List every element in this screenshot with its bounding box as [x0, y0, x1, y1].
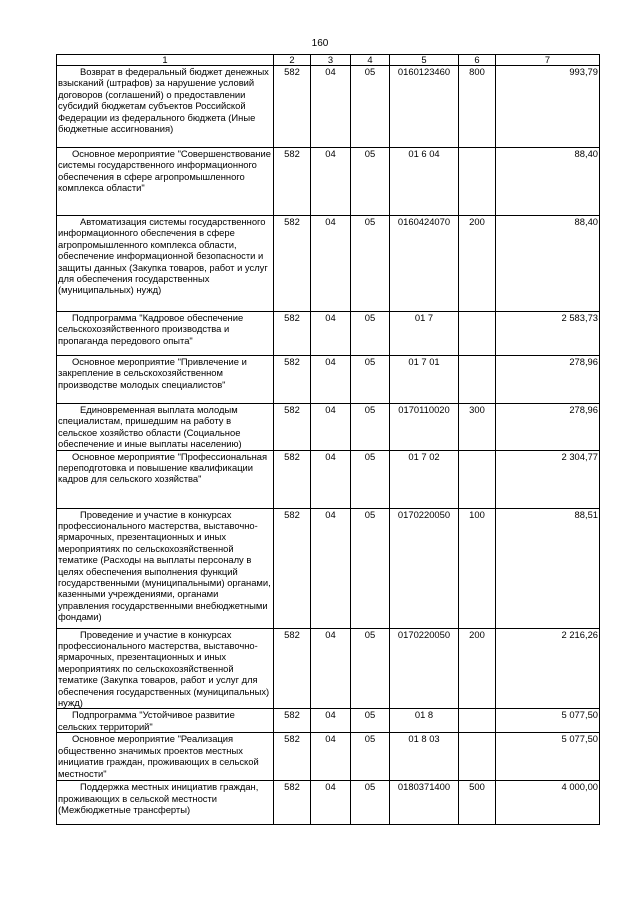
row-vr-cell: [459, 733, 496, 781]
row-name-text: Основное мероприятие "Привлечение и закрепление в сельскохозяйственном производстве молодых специалистов": [58, 356, 247, 390]
row-sum-cell: 88,51: [496, 508, 600, 628]
row-ved-cell: 582: [274, 216, 311, 312]
row-sum-cell: 5 077,50: [496, 709, 600, 733]
page-number: 160: [311, 38, 329, 49]
row-name-cell: [57, 450, 274, 508]
row-pr-cell: 05: [351, 508, 390, 628]
row-sum-cell: 2 583,73: [496, 312, 600, 356]
row-pr-cell: 05: [351, 709, 390, 733]
row-name-text: Проведение и участие в конкурсах профессионального мастерства, выставочно-ярмарочных, презентационных и иных мероприятиях по сельскохозяйственной тематике (Закупка товаров, работ и услуг для обеспечения государственных (муниципальных) нужд): [58, 628, 270, 709]
row-vr-cell: 200: [459, 216, 496, 312]
row-pr-cell: 05: [351, 781, 390, 825]
row-pr-cell: 05: [351, 733, 390, 781]
row-name-text: Возврат в федеральный бюджет денежных взысканий (штрафов) за нарушение условий договоров (соглашений) о предоставлении субсидий бюджетам субъектов Российской Федерации из федерального бюджета (Иные бюджетные ассигнования): [58, 66, 269, 135]
col-header-7: 7: [496, 55, 600, 66]
row-ved-cell: 582: [274, 312, 311, 356]
row-rz-cell: 04: [311, 148, 351, 216]
row-ved-cell: 582: [274, 404, 311, 451]
row-name-cell: [57, 781, 274, 825]
row-pr-cell: 05: [351, 628, 390, 709]
row-name-text: Поддержка местных инициатив граждан, проживающих в сельской местности (Межбюджетные трансферты): [58, 781, 259, 816]
row-name-cell: [57, 733, 274, 781]
table-row: [57, 312, 600, 356]
row-sum-cell: 278,96: [496, 404, 600, 451]
row-pr-cell: 05: [351, 404, 390, 451]
row-ved-cell: 582: [274, 781, 311, 825]
row-csr-cell: 01 7 01: [390, 356, 459, 404]
row-name-cell: [57, 404, 274, 451]
row-ved-cell: 582: [274, 508, 311, 628]
row-rz-cell: 04: [311, 404, 351, 451]
row-csr-cell: 01 6 04: [390, 148, 459, 216]
row-name-cell: [57, 508, 274, 628]
row-csr-cell: 01 7: [390, 312, 459, 356]
row-vr-cell: 300: [459, 404, 496, 451]
row-rz-cell: 04: [311, 356, 351, 404]
row-csr-cell: 01 8 03: [390, 733, 459, 781]
row-sum-cell: 5 077,50: [496, 733, 600, 781]
row-rz-cell: 04: [311, 66, 351, 148]
row-name-cell: [57, 356, 274, 404]
row-pr-cell: 05: [351, 66, 390, 148]
row-name-cell: [57, 66, 274, 148]
table-row: [57, 450, 600, 508]
row-rz-cell: 04: [311, 450, 351, 508]
row-csr-cell: 0160424070: [390, 216, 459, 312]
row-name-text: Основное мероприятие "Совершенствование системы государственного информационного обеспечения в сфере агропромышленного комплекса области": [58, 148, 271, 194]
row-pr-cell: 05: [351, 216, 390, 312]
row-name-cell: [57, 216, 274, 312]
row-rz-cell: 04: [311, 216, 351, 312]
table-row: [57, 66, 600, 148]
row-ved-cell: 582: [274, 628, 311, 709]
row-csr-cell: 01 7 02: [390, 450, 459, 508]
row-ved-cell: 582: [274, 709, 311, 733]
row-pr-cell: 05: [351, 312, 390, 356]
table-row: [57, 781, 600, 825]
row-ved-cell: 582: [274, 450, 311, 508]
row-csr-cell: 0180371400: [390, 781, 459, 825]
row-rz-cell: 04: [311, 312, 351, 356]
header-row: [57, 55, 600, 66]
row-sum-cell: 278,96: [496, 356, 600, 404]
row-sum-cell: 2 304,77: [496, 450, 600, 508]
row-ved-cell: 582: [274, 356, 311, 404]
row-name-cell: [57, 312, 274, 356]
row-vr-cell: [459, 356, 496, 404]
row-rz-cell: 04: [311, 709, 351, 733]
table-row: [57, 709, 600, 733]
row-vr-cell: 100: [459, 508, 496, 628]
row-ved-cell: 582: [274, 148, 311, 216]
row-name-text: Подпрограмма "Устойчивое развитие сельских территорий": [58, 709, 235, 732]
row-name-cell: [57, 709, 274, 733]
row-vr-cell: 200: [459, 628, 496, 709]
row-csr-cell: 0170220050: [390, 628, 459, 709]
budget-table: [56, 54, 600, 825]
row-pr-cell: 05: [351, 356, 390, 404]
row-sum-cell: 993,79: [496, 66, 600, 148]
row-csr-cell: 0170220050: [390, 508, 459, 628]
col-header-6: 6: [459, 55, 496, 66]
table-row: [57, 216, 600, 312]
col-header-3: 3: [311, 55, 351, 66]
row-name-text: Проведение и участие в конкурсах профессионального мастерства, выставочно-ярмарочных, презентационных и иных мероприятиях по сельскохозяйственной тематике (Расходы на выплаты персоналу в целях обеспечения выполнения функций государственными (муниципальными) органами, казенными учреждениями, органами управления государственными внебюджетными фондами): [58, 508, 271, 623]
table-row: [57, 148, 600, 216]
row-sum-cell: 4 000,00: [496, 781, 600, 825]
row-csr-cell: 01 8: [390, 709, 459, 733]
table-row: [57, 404, 600, 451]
col-header-1: 1: [57, 55, 274, 66]
row-pr-cell: 05: [351, 450, 390, 508]
row-vr-cell: [459, 450, 496, 508]
table-row: [57, 628, 600, 709]
col-header-4: 4: [351, 55, 390, 66]
row-rz-cell: 04: [311, 733, 351, 781]
row-ved-cell: 582: [274, 66, 311, 148]
row-name-text: Автоматизация системы государственного информационного обеспечения в сфере агропромышленного комплекса области, обеспечение информационной безопасности и защиты данных (Закупка товаров, работ и услуг для обеспечения государственных (муниципальных) нужд): [58, 216, 268, 296]
row-vr-cell: 800: [459, 66, 496, 148]
row-vr-cell: [459, 709, 496, 733]
row-rz-cell: 04: [311, 508, 351, 628]
row-name-cell: [57, 628, 274, 709]
row-name-text: Подпрограмма "Кадровое обеспечение сельскохозяйственного производства и пропаганда передового опыта": [58, 312, 244, 346]
row-name-text: Основное мероприятие "Реализация общественно значимых проектов местных инициатив граждан, проживающих в сельской местности": [58, 733, 259, 779]
table-row: [57, 733, 600, 781]
row-csr-cell: 0160123460: [390, 66, 459, 148]
row-rz-cell: 04: [311, 781, 351, 825]
col-header-2: 2: [274, 55, 311, 66]
row-sum-cell: 88,40: [496, 148, 600, 216]
row-vr-cell: [459, 148, 496, 216]
row-name-text: Основное мероприятие "Профессиональная переподготовка и повышение квалификации кадров для сельского хозяйства": [58, 450, 268, 485]
row-csr-cell: 0170110020: [390, 404, 459, 451]
table-row: [57, 356, 600, 404]
row-name-text: Единовременная выплата молодым специалистам, пришедшим на работу в сельское хозяйство области (Социальное обеспечение и иные выплаты населению): [58, 404, 242, 450]
row-name-cell: [57, 148, 274, 216]
row-sum-cell: 88,40: [496, 216, 600, 312]
col-header-5: 5: [390, 55, 459, 66]
row-ved-cell: 582: [274, 733, 311, 781]
row-vr-cell: [459, 312, 496, 356]
table-row: [57, 508, 600, 628]
row-sum-cell: 2 216,26: [496, 628, 600, 709]
row-vr-cell: 500: [459, 781, 496, 825]
row-pr-cell: 05: [351, 148, 390, 216]
row-rz-cell: 04: [311, 628, 351, 709]
